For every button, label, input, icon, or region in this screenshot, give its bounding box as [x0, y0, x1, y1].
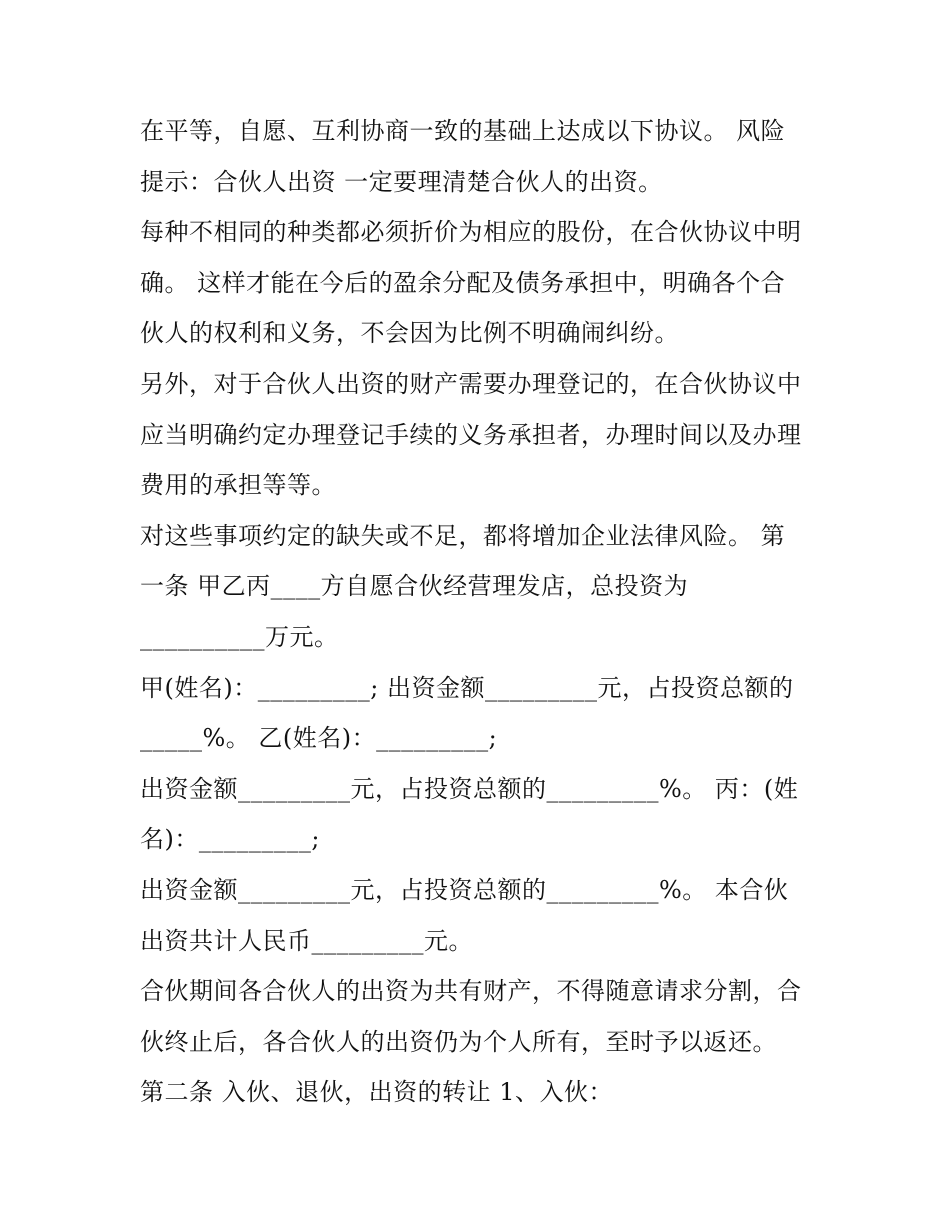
text-line: 一条 甲乙丙____方自愿合伙经营理发店，总投资为 — [140, 572, 689, 601]
document-body — [140, 106, 820, 1118]
text-line: 出资金额_________元，占投资总额的_________%。 丙：(姓 — [140, 774, 799, 803]
text-line: 确。 这样才能在今后的盈余分配及债务承担中，明确各个合 — [140, 268, 786, 297]
text-line: 提示：合伙人出资 一定要理清楚合伙人的出资。 — [140, 167, 663, 196]
text-line: 每种不相同的种类都必须折价为相应的股份，在合伙协议中明 — [140, 218, 802, 247]
text-line: 费用的承担等等。 — [140, 471, 336, 500]
text-line: 应当明确约定办理登记手续的义务承担者，办理时间以及办理 — [140, 420, 802, 449]
text-line: 对这些事项约定的缺失或不足，都将增加企业法律风险。 第 — [140, 521, 786, 550]
text-line: 合伙期间各合伙人的出资为共有财产，不得随意请求分割，合 — [140, 977, 802, 1006]
text-line: 伙人的权利和义务，不会因为比例不明确闹纠纷。 — [140, 319, 679, 348]
text-line: 甲(姓名)：_________; 出资金额_________元，占投资总额的 — [140, 673, 794, 702]
text-line: 出资金额_________元，占投资总额的_________%。 本合伙 — [140, 875, 789, 904]
text-line: 另外，对于合伙人出资的财产需要办理登记的，在合伙协议中 — [140, 369, 802, 398]
text-line: 出资共计人民币_________元。 — [140, 926, 473, 955]
text-line: _____%。 乙(姓名)：_________; — [140, 724, 498, 753]
text-line: 第二条 入伙、退伙，出资的转让 1、入伙： — [140, 1078, 614, 1107]
text-line: 伙终止后，各合伙人的出资仍为个人所有，至时予以返还。 — [140, 1027, 777, 1056]
text-line: 名)：_________; — [140, 825, 320, 854]
text-line: __________万元。 — [140, 622, 339, 651]
text-line: 在平等，自愿、互利协商一致的基础上达成以下协议。 风险 — [140, 117, 786, 145]
